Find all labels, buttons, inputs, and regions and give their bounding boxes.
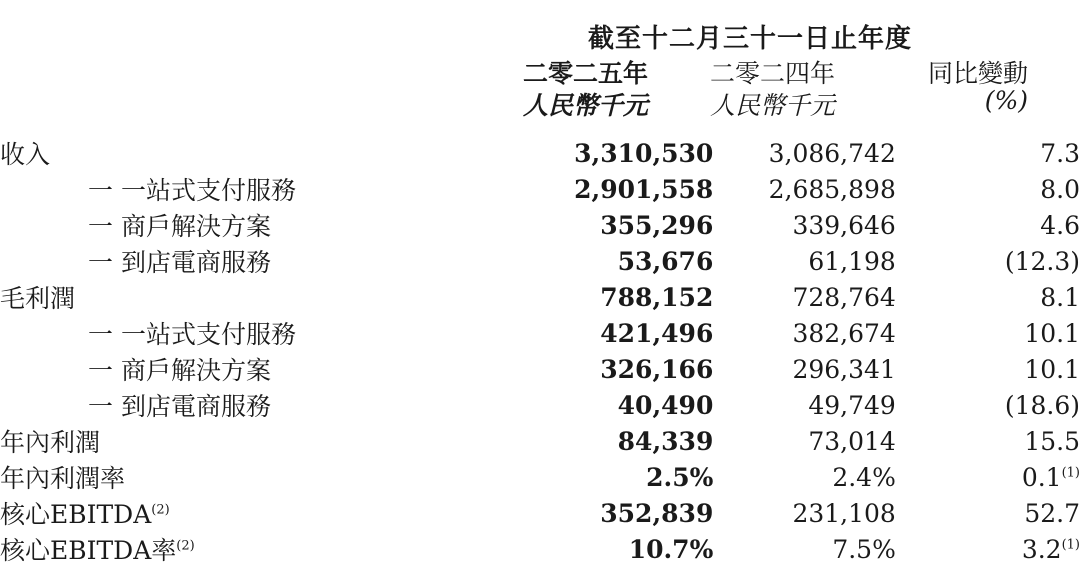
footnote-marker: (1) bbox=[1061, 537, 1080, 553]
value-2025: 40,490 bbox=[617, 390, 714, 420]
value-2025: 352,839 bbox=[600, 498, 714, 528]
value-change: 4.6 bbox=[1040, 210, 1080, 240]
table-row bbox=[0, 315, 1080, 351]
value-change: 52.7 bbox=[1024, 498, 1080, 528]
table-row bbox=[0, 459, 1080, 495]
value-2024: 231,108 bbox=[792, 498, 896, 528]
value-2025: 2.5% bbox=[646, 462, 714, 492]
row-label: 毛利潤 bbox=[0, 284, 76, 313]
row-label: 收入 bbox=[0, 140, 51, 169]
col-2025-year: 二零二五年 bbox=[522, 59, 648, 88]
period-header: 截至十二月三十一日止年度 bbox=[587, 24, 912, 54]
footnote-marker: (2) bbox=[151, 502, 170, 518]
value-2025: 3,310,530 bbox=[574, 138, 714, 168]
table-row bbox=[0, 387, 1080, 423]
col-2024-year: 二零二四年 bbox=[709, 59, 835, 88]
table-row bbox=[0, 495, 1080, 531]
value-change: (18.6) bbox=[1004, 390, 1080, 420]
row-label: 一 商戶解決方案 bbox=[88, 356, 271, 385]
row-label: 一 到店電商服務 bbox=[88, 392, 271, 421]
value-2025: 2,901,558 bbox=[574, 174, 714, 204]
value-2025: 788,152 bbox=[600, 282, 714, 312]
row-label: 核心EBITDA bbox=[0, 500, 152, 529]
row-label: 一 到店電商服務 bbox=[88, 248, 271, 277]
value-change-cell bbox=[896, 459, 1080, 495]
table-row bbox=[0, 423, 1080, 459]
table-row bbox=[0, 135, 1080, 171]
value-change: 7.3 bbox=[1040, 138, 1080, 168]
value-change: 3.2 bbox=[1021, 534, 1062, 564]
table-row bbox=[0, 207, 1080, 243]
value-2024: 3,086,742 bbox=[768, 138, 896, 168]
row-label: 一 商戶解決方案 bbox=[88, 212, 271, 241]
row-label: 年內利潤 bbox=[0, 428, 101, 457]
value-change: 0.1 bbox=[1021, 462, 1062, 492]
col-change-title: 同比變動 bbox=[927, 59, 1028, 88]
value-change: 8.1 bbox=[1040, 282, 1080, 312]
value-change: (12.3) bbox=[1004, 246, 1080, 276]
table-row bbox=[0, 279, 1080, 315]
table-row bbox=[0, 531, 1080, 567]
value-2024: 2.4% bbox=[832, 462, 896, 492]
row-label-cell bbox=[0, 495, 566, 531]
value-2024: 2,685,898 bbox=[768, 174, 896, 204]
col-2024-unit: 人民幣千元 bbox=[709, 91, 835, 120]
value-2024: 339,646 bbox=[792, 210, 896, 240]
row-label-cell bbox=[0, 531, 566, 567]
row-label: 一 一站式支付服務 bbox=[88, 176, 296, 205]
table-row bbox=[0, 171, 1080, 207]
value-2024: 728,764 bbox=[792, 282, 896, 312]
value-2024: 49,749 bbox=[808, 390, 896, 420]
footnote-marker: (2) bbox=[176, 538, 195, 554]
value-2025: 421,496 bbox=[600, 318, 714, 348]
table-row bbox=[0, 351, 1080, 387]
col-change-unit: (%) bbox=[984, 86, 1028, 115]
value-change: 15.5 bbox=[1024, 426, 1080, 456]
financial-table bbox=[0, 135, 1080, 567]
value-2024: 73,014 bbox=[808, 426, 896, 456]
row-label: 核心EBITDA率 bbox=[0, 536, 177, 565]
value-change-cell bbox=[896, 531, 1080, 567]
value-2024: 7.5% bbox=[832, 534, 896, 564]
value-change: 10.1 bbox=[1024, 354, 1080, 384]
footnote-marker: (1) bbox=[1061, 465, 1080, 481]
value-2025: 10.7% bbox=[628, 534, 714, 564]
value-2024: 61,198 bbox=[808, 246, 896, 276]
value-2024: 382,674 bbox=[792, 318, 896, 348]
table-row bbox=[0, 243, 1080, 279]
value-2025: 53,676 bbox=[617, 246, 714, 276]
row-label: 一 一站式支付服務 bbox=[88, 320, 296, 349]
value-change: 8.0 bbox=[1040, 174, 1080, 204]
value-change: 10.1 bbox=[1024, 318, 1080, 348]
value-2025: 326,166 bbox=[600, 354, 714, 384]
value-2025: 84,339 bbox=[617, 426, 714, 456]
value-2025: 355,296 bbox=[600, 210, 714, 240]
row-label: 年內利潤率 bbox=[0, 464, 126, 493]
value-2024: 296,341 bbox=[792, 354, 896, 384]
col-2025-unit: 人民幣千元 bbox=[522, 91, 648, 120]
